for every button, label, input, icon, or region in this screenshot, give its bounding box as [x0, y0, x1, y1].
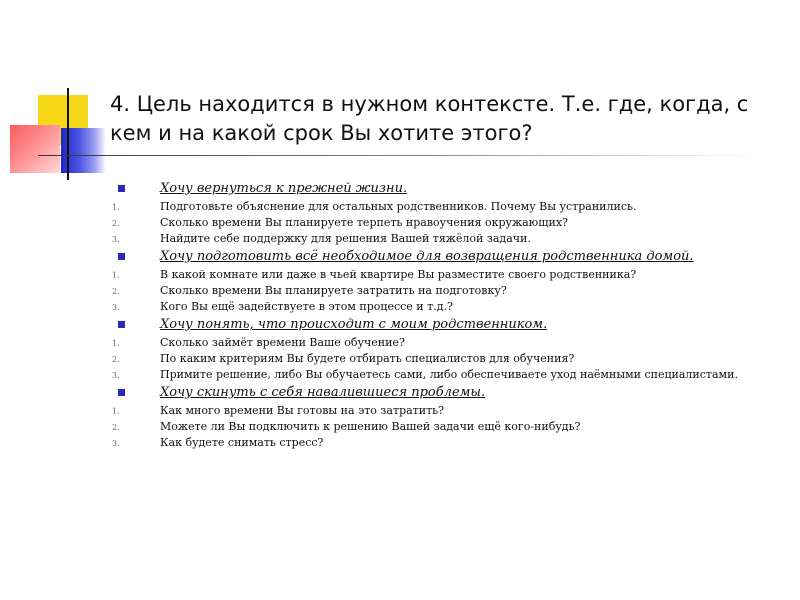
- goal-heading-text: Хочу вернуться к прежней жизни.: [160, 181, 408, 196]
- item-number: 2.: [112, 219, 120, 228]
- goal-heading: [112, 248, 752, 265]
- list-item: [112, 368, 752, 381]
- question-list: [112, 268, 752, 313]
- item-number: 1.: [112, 203, 120, 212]
- square-bullet-icon: [118, 321, 125, 328]
- item-number: 3.: [112, 439, 120, 448]
- item-number: 1.: [112, 271, 120, 280]
- goal-heading-text: Хочу понять, что происходит с моим родственником.: [160, 317, 548, 332]
- list-item: [112, 232, 752, 245]
- item-number: 2.: [112, 355, 120, 364]
- square-bullet-icon: [118, 185, 125, 192]
- question-list: [112, 404, 752, 449]
- item-text: Примите решение, либо Вы обучаетесь сами, либо обеспечиваете уход наёмными специалистами.: [160, 368, 738, 381]
- list-item: [112, 404, 752, 417]
- vertical-divider-line: [67, 88, 69, 180]
- slide-title: 4. Цель находится в нужном контексте. Т.е. где, когда, с кем и на какой срок Вы хотите этого?: [110, 92, 749, 145]
- square-bullet-icon: [118, 253, 125, 260]
- list-item: [112, 200, 752, 213]
- item-number: 3.: [112, 371, 120, 380]
- goal-heading: [112, 180, 752, 197]
- list-item: [112, 352, 752, 365]
- square-bullet-icon: [118, 389, 125, 396]
- horizontal-divider-line: [38, 155, 758, 156]
- list-item: [112, 216, 752, 229]
- item-text: По каким критериям Вы будете отбирать специалистов для обучения?: [160, 352, 575, 365]
- item-number: 1.: [112, 339, 120, 348]
- question-list: [112, 336, 752, 381]
- item-text: Можете ли Вы подключить к решению Вашей задачи ещё кого-нибудь?: [160, 420, 581, 433]
- slide-content: [112, 180, 752, 452]
- list-item: [112, 336, 752, 349]
- goal-group: [112, 384, 752, 449]
- goal-group: [112, 248, 752, 313]
- list-item: [112, 436, 752, 449]
- question-list: [112, 200, 752, 245]
- goal-group: [112, 180, 752, 245]
- item-text: Как будете снимать стресс?: [160, 436, 324, 449]
- item-text: В какой комнате или даже в чьей квартире Вы разместите своего родственника?: [160, 268, 637, 281]
- list-item: [112, 268, 752, 281]
- item-text: Сколько времени Вы планируете затратить на подготовку?: [160, 284, 507, 297]
- item-number: 1.: [112, 407, 120, 416]
- item-text: Сколько займёт времени Ваше обучение?: [160, 336, 405, 349]
- item-text: Как много времени Вы готовы на это затратить?: [160, 404, 445, 417]
- goal-heading: [112, 384, 752, 401]
- item-text: Кого Вы ещё задействуете в этом процессе и т.д.?: [160, 300, 453, 313]
- goal-group: [112, 316, 752, 381]
- item-number: 3.: [112, 235, 120, 244]
- goal-heading-text: Хочу скинуть с себя навалившиеся проблемы.: [160, 385, 486, 400]
- item-number: 3.: [112, 303, 120, 312]
- item-text: Найдите себе поддержку для решения Вашей тяжёлой задачи.: [160, 232, 531, 245]
- list-item: [112, 300, 752, 313]
- red-square-decoration: [10, 125, 60, 173]
- item-text: Подготовьте объяснение для остальных родственников. Почему Вы устранились.: [160, 200, 637, 213]
- goal-heading: [112, 316, 752, 333]
- item-text: Сколько времени Вы планируете терпеть нравоучения окружающих?: [160, 216, 568, 229]
- item-number: 2.: [112, 423, 120, 432]
- list-item: [112, 284, 752, 297]
- goal-groups-list: [112, 180, 752, 449]
- goal-heading-text: Хочу подготовить всё необходимое для возвращения родственника домой.: [160, 249, 694, 264]
- list-item: [112, 420, 752, 433]
- item-number: 2.: [112, 287, 120, 296]
